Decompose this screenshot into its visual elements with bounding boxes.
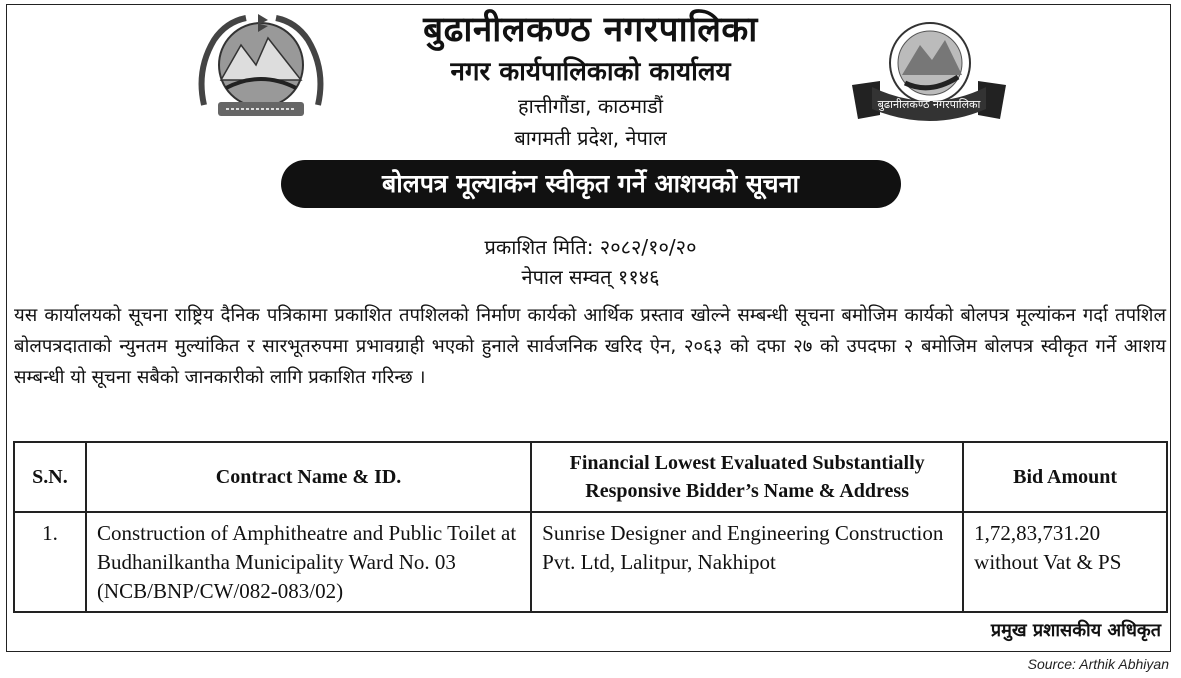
published-date: प्रकाशित मिति: २०८२/१०/२० xyxy=(484,235,697,259)
header-amount: Bid Amount xyxy=(963,442,1167,512)
notice-meta xyxy=(0,232,1181,292)
table-header-row xyxy=(14,442,1167,512)
cell-contract: Construction of Amphitheatre and Public Toilet at Budhanilkantha Municipality Ward No. 03 (NCB/BNP/CW/082-083/02) xyxy=(86,512,531,612)
address-line-2: बागमती प्रदेश, नेपाल xyxy=(514,126,667,150)
org-name: बुढानीलकण्ठ नगरपालिका xyxy=(423,10,758,50)
table-row xyxy=(14,512,1167,612)
signature: प्रमुख प्रशासकीय अधिकृत xyxy=(990,620,1161,641)
municipality-logo-text: बुढानीलकण्ठ नगरपालिका xyxy=(877,98,981,111)
header-sn: S.N. xyxy=(14,442,86,512)
notice-body: यस कार्यालयको सूचना राष्ट्रिय दैनिक पत्रिकामा प्रकाशित तपशिलको निर्माण कार्यको आर्थिक प्रस्ताव खोल्ने सम्बन्धी सूचना बमोजिम कार्यको बोलपत्र मूल्यांकन गर्दा तपशिल बोलपत्रदाताको न्युनतम मुल्यांकित र सारभूतरुपमा प्रभावग्राही भएको हुनाले सार्वजनिक खरिद ऐन, २०६३ को दफा २७ को उपदफा २ बमोजिम बोलपत्र स्वीकृत गर्ने आशय सम्बन्धी यो सूचना सबैको जानकारीको लागि प्रकाशित गरिन्छ । xyxy=(14,305,1166,388)
cell-amount: 1,72,83,731.20 without Vat & PS xyxy=(963,512,1167,612)
office-name: नगर कार्यपालिकाको कार्यालय xyxy=(450,57,731,87)
bid-table xyxy=(13,441,1168,613)
cell-sn: 1. xyxy=(14,512,86,612)
source-credit: Source: Arthik Abhiyan xyxy=(1027,656,1169,672)
notice-header xyxy=(0,8,1181,208)
cell-bidder: Sunrise Designer and Engineering Construction Pvt. Ltd, Lalitpur, Nakhipot xyxy=(531,512,963,612)
nepal-sambat: नेपाल सम्वत् ११४६ xyxy=(521,265,660,289)
header-bidder: Financial Lowest Evaluated Substantially Responsive Bidder’s Name & Address xyxy=(531,442,963,512)
header-contract: Contract Name & ID. xyxy=(86,442,531,512)
address-line-1: हात्तीगौंडा, काठमाडौं xyxy=(517,94,663,118)
notice-title-banner: बोलपत्र मूल्याकंन स्वीकृत गर्ने आशयको सूचना xyxy=(281,160,901,208)
